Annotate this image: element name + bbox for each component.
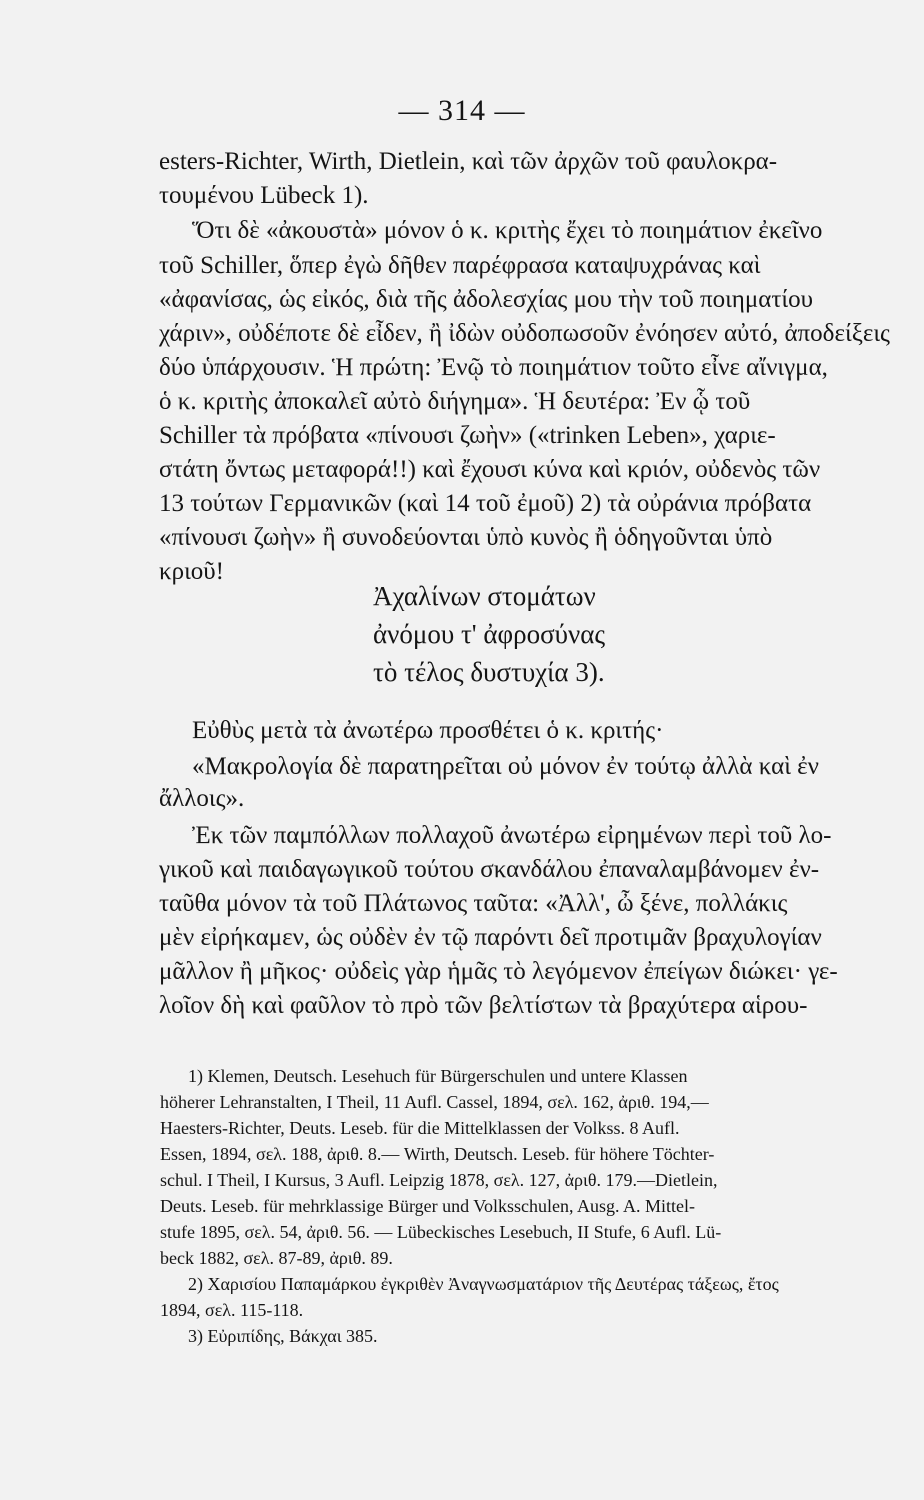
page-number: — 314 — [398,94,526,127]
footnote-line-4: Essen, 1894, σελ. 188, ἀριθ. 8.— Wirth, Deutsch. Leseb. für höhere Töchter- [160,1144,715,1164]
footnote-line-7: stufe 1895, σελ. 54, ἀριθ. 56. — Lübeckisches Lesebuch, II Stufe, 6 Aufl. Lü- [160,1222,722,1242]
body-line-7: δύο ὑπάρχουσιν. Ἡ πρώτη: Ἐνῷ τὸ ποιημάτιον τοῦτο εἶνε αἴνιγμα, [159,354,828,381]
body-line-6: χάριν», οὐδέποτε δὲ εἶδεν, ἢ ἰδὼν οὐδοπωσοῦν ἐνόησεν αὐτό, ἀποδείξεις [159,320,890,347]
body-line-9: Schiller τὰ πρόβατα «πίνουσι ζωὴν» («trinken Leben», χαριε- [159,422,776,449]
quote-line-1: Ἀχαλίνων στομάτων [373,581,596,611]
footnote-line-1: 1) Klemen, Deutsch. Lesehuch für Bürgerschulen und untere Klassen [188,1066,688,1086]
body-line-11: 13 τούτων Γερμανικῶν (καὶ 14 τοῦ ἐμοῦ) 2) τὰ οὐράνια πρόβατα [159,490,812,517]
closing-line-3: ταῦθα μόνον τὰ τοῦ Πλάτωνος ταῦτα: «Ἀλλ', ὦ ξένε, πολλάκις [159,890,788,917]
footnote-line-6: Deuts. Leseb. für mehrklassige Bürger und Volksschulen, Ausg. A. Mittel- [160,1196,695,1216]
closing-line-2: γικοῦ καὶ παιδαγωγικοῦ τούτου σκανδάλου ἐπαναλαμβάνομεν ἐν- [159,856,820,883]
closing-line-6: λοῖον δὴ καὶ φαῦλον τὸ πρὸ τῶν βελτίστων τὰ βραχύτερα αἱρου- [159,992,808,1019]
after-quote-line-1: Εὐθὺς μετὰ τὰ ἀνωτέρω προσθέτει ὁ κ. κριτής· [192,717,664,744]
body-line-2: τουμένου Lübeck 1). [159,182,369,209]
after-quote-line-3: ἄλλοις». [159,785,245,812]
quote-line-3: τὸ τέλος δυστυχία 3). [373,657,605,687]
footnote-line-10: 1894, σελ. 115-118. [160,1300,304,1320]
body-line-12: «πίνουσι ζωὴν» ἢ συνοδεύονται ὑπὸ κυνὸς ἢ ὁδηγοῦνται ὑπὸ [159,524,773,551]
body-line-8: ὁ κ. κριτὴς ἀποκαλεῖ αὐτὸ διήγημα». Ἡ δευτέρα: Ἐν ᾧ τοῦ [159,388,751,415]
body-line-5: «ἀφανίσας, ὡς εἰκός, διὰ τῆς ἀδολεσχίας μου τὴν τοῦ ποιηματίου [159,286,814,313]
closing-line-1: Ἐκ τῶν παμπόλλων πολλαχοῦ ἀνωτέρω εἰρημένων περὶ τοῦ λο- [192,822,832,849]
quote-line-2: ἀνόμου τ' ἀφροσύνας [373,619,606,649]
body-line-4: τοῦ Schiller, ὅπερ ἐγὼ δῆθεν παρέφρασα καταψυχράνας καὶ [159,252,761,279]
body-line-1: esters-Richter, Wirth, Dietlein, καὶ τῶν ἀρχῶν τοῦ φαυλοκρα- [159,148,778,175]
body-line-10: στάτη ὄντως μεταφορά!!) καὶ ἔχουσι κύνα καὶ κριόν, οὐδενὸς τῶν [159,456,821,483]
closing-line-5: μᾶλλον ἢ μῆκος· οὐδεὶς γὰρ ἡμᾶς τὸ λεγόμενον ἐπείγων διώκει· γε- [159,958,838,985]
body-line-13: κριοῦ! [159,558,225,585]
footnote-line-8: beck 1882, σελ. 87-89, ἀριθ. 89. [160,1248,393,1268]
footnote-line-9: 2) Χαρισίου Παπαμάρκου ἐγκριθὲν Ἀναγνωσματάριον τῆς Δευτέρας τάξεως, ἔτος [188,1274,779,1294]
closing-line-4: μὲν εἰρήκαμεν, ὡς οὐδὲν ἐν τῷ παρόντι δεῖ προτιμᾶν βραχυλογίαν [159,924,822,951]
footnote-line-2: höherer Lehranstalten, I Theil, 11 Aufl. Cassel, 1894, σελ. 162, ἀριθ. 194,— [160,1092,709,1112]
footnote-line-11: 3) Εὐριπίδης, Βάκχαι 385. [188,1326,378,1346]
after-quote-line-2: «Μακρολογία δὲ παρατηρεῖται οὐ μόνον ἐν τούτῳ ἀλλὰ καὶ ἐν [192,753,819,780]
body-line-3: Ὅτι δὲ «ἀκουστὰ» μόνον ὁ κ. κριτὴς ἔχει τὸ ποιημάτιον ἐκεῖνο [192,217,823,244]
footnote-line-3: Haesters-Richter, Deuts. Leseb. für die Mittelklassen der Volkss. 8 Aufl. [160,1118,680,1138]
footnote-line-5: schul. I Theil, I Kursus, 3 Aufl. Leipzig 1878, σελ. 127, ἀριθ. 179.—Dietlein, [160,1170,718,1190]
